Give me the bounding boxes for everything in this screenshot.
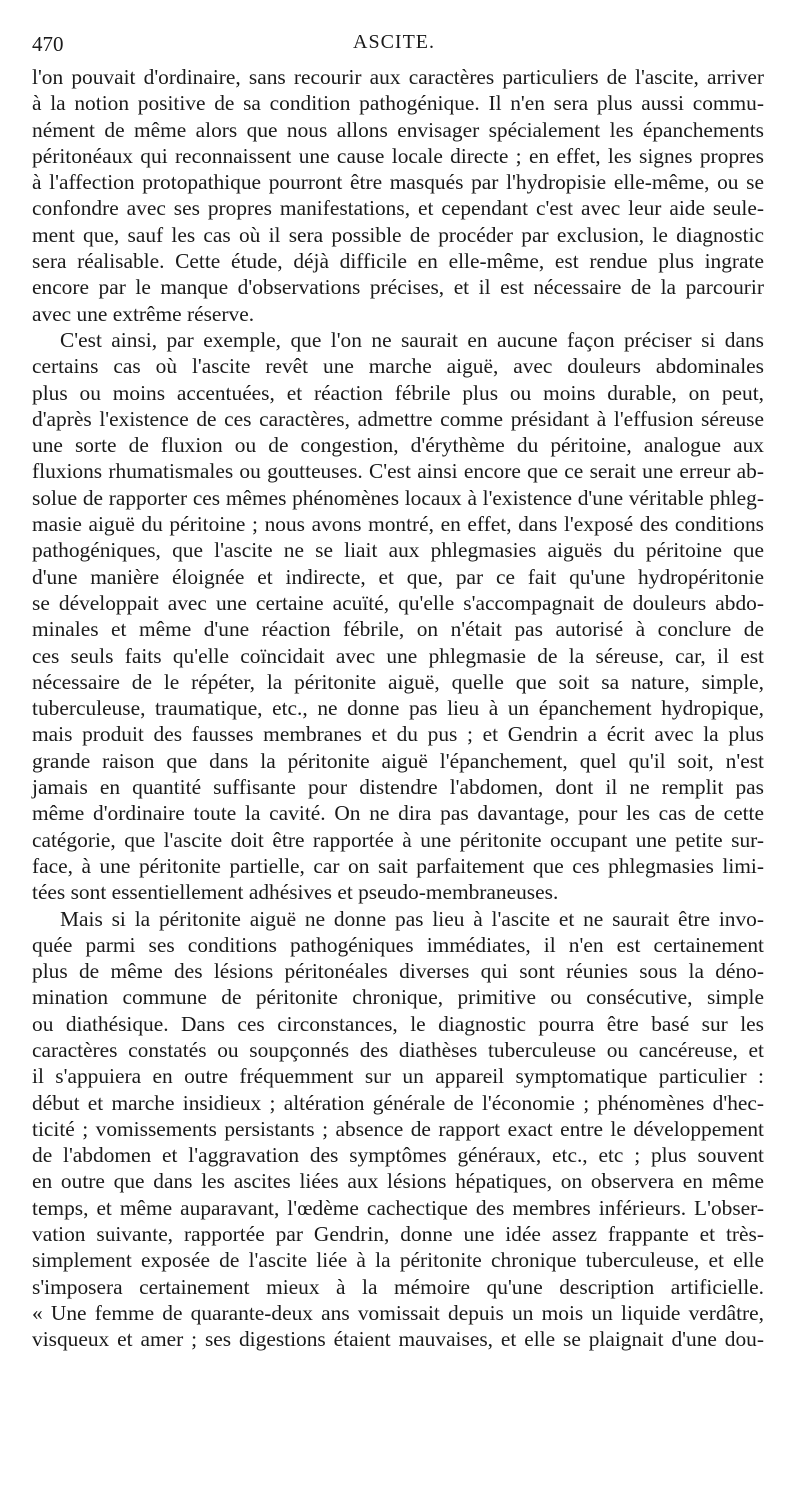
text-line: péritonéaux qui reconnaissent une cause locale directe ; en effet, les signes propres (32, 143, 764, 168)
text-line: en outre que dans les ascites liées aux lésions hépatiques, on observera en même (32, 1169, 764, 1194)
text-line: même d'ordinaire toute la cavité. On ne dira pas davantage, pour les cas de cette (32, 801, 764, 826)
text-line: caractères constatés ou soupçonnés des diathèses tuberculeuse ou cancéreuse, et (32, 1037, 764, 1062)
text-line: à la notion positive de sa condition pathogénique. Il n'en sera plus aussi commu- (32, 91, 764, 116)
text-line: ces seuls faits qu'elle coïncidait avec une phlegmasie de la séreuse, car, il est (32, 643, 764, 668)
paragraph-first-line: C'est ainsi, par exemple, que l'on ne saurait en aucune façon préciser si dans (60, 327, 764, 352)
text-line: certains cas où l'ascite revêt une marche aiguë, avec douleurs abdominales (32, 354, 764, 379)
text-line: à l'affection protopathique pourront être masqués par l'hydropisie elle-même, ou se (32, 170, 764, 195)
text-line: simplement exposée de l'ascite liée à la péritonite chronique tuberculeuse, et elle (32, 1248, 764, 1273)
text-line: jamais en quantité suffisante pour distendre l'abdomen, dont il ne remplit pas (32, 775, 764, 800)
paragraph-first-line: Mais si la péritonite aiguë ne donne pas lieu à l'ascite et ne saurait être invo- (60, 906, 764, 931)
body-text (32, 64, 764, 1353)
text-line: solue de rapporter ces mêmes phénomènes locaux à l'existence d'une véritable phleg- (32, 485, 764, 510)
text-line: nécessaire de le répéter, la péritonite aiguë, quelle que soit sa nature, simple, (32, 669, 764, 694)
running-head: ASCITE. (353, 31, 435, 53)
text-line: masie aiguë du péritoine ; nous avons montré, en effet, dans l'exposé des conditions (32, 512, 764, 537)
text-line: se développait avec une certaine acuïté, qu'elle s'accompagnait de douleurs abdo- (32, 590, 764, 615)
page-number: 470 (32, 32, 64, 56)
text-line: « Une femme de quarante-deux ans vomissait depuis un mois un liquide verdâtre, (32, 1300, 764, 1325)
text-line: grande raison que dans la péritonite aiguë l'épanchement, quel qu'il soit, n'est (32, 748, 764, 773)
text-line: quée parmi ses conditions pathogéniques immédiates, il n'en est certainement (32, 932, 764, 957)
text-line: de l'abdomen et l'aggravation des symptômes généraux, etc., etc ; plus souvent (32, 1143, 764, 1168)
text-line: mais produit des fausses membranes et du pus ; et Gendrin a écrit avec la plus (32, 722, 764, 747)
text-line: début et marche insidieux ; altération générale de l'économie ; phénomènes d'hec- (32, 1090, 764, 1115)
text-line: catégorie, que l'ascite doit être rapportée à une péritonite occupant une petite sur- (32, 827, 764, 852)
text-line: ticité ; vomissements persistants ; absence de rapport exact entre le développement (32, 1116, 764, 1141)
text-line: ou diathésique. Dans ces circonstances, le diagnostic pourra être basé sur les (32, 1011, 764, 1036)
text-line: s'imposera certainement mieux à la mémoire qu'une description artificielle. (32, 1274, 764, 1299)
text-line: il s'appuiera en outre fréquemment sur un appareil symptomatique particulier : (32, 1064, 764, 1089)
text-line: nément de même alors que nous allons envisager spécialement les épanchements (32, 117, 764, 142)
text-line: ment que, sauf les cas où il sera possible de procéder par exclusion, le diagnostic (32, 222, 764, 247)
text-line: minales et même d'une réaction fébrile, on n'était pas autorisé à conclure de (32, 617, 764, 642)
paragraph-end-line: avec une extrême réserve. (32, 301, 255, 326)
text-line: l'on pouvait d'ordinaire, sans recourir aux caractères particuliers de l'ascite, arriver (32, 65, 764, 89)
text-line: face, à une péritonite partielle, car on sait parfaitement que ces phlegmasies limi- (32, 853, 764, 878)
text-line: d'après l'existence de ces caractères, admettre comme présidant à l'effusion séreuse (32, 406, 764, 431)
text-line: pathogéniques, que l'ascite ne se liait aux phlegmasies aiguës du péritoine que (32, 538, 764, 563)
text-line: plus ou moins accentuées, et réaction fébrile plus ou moins durable, on peut, (32, 380, 764, 405)
text-line: d'une manière éloignée et indirecte, et que, par ce fait qu'une hydropéritonie (32, 564, 764, 589)
text-line: confondre avec ses propres manifestations, et cependant c'est avec leur aide seule- (32, 196, 764, 221)
text-line: encore par le manque d'observations précises, et il est nécessaire de la parcourir (32, 275, 764, 300)
text-line: mination commune de péritonite chronique, primitive ou consécutive, simple (32, 985, 764, 1010)
text-line: plus de même des lésions péritonéales diverses qui sont réunies sous la déno- (32, 959, 764, 984)
text-line: vation suivante, rapportée par Gendrin, donne une idée assez frappante et très- (32, 1222, 764, 1247)
text-line: une sorte de fluxion ou de congestion, d'érythème du péritoine, analogue aux (32, 433, 764, 458)
text-line: visqueux et amer ; ses digestions étaient mauvaises, et elle se plaignait d'une dou- (32, 1327, 764, 1352)
text-line: tuberculeuse, traumatique, etc., ne donne pas lieu à un épanchement hydropique, (32, 696, 764, 721)
text-line: temps, et même auparavant, l'œdème cachectique des membres inférieurs. L'obser- (32, 1195, 764, 1220)
paragraph-end-line: tées sont essentiellement adhésives et pseudo-membraneuses. (32, 880, 559, 905)
text-line: sera réalisable. Cette étude, déjà difficile en elle-même, est rendue plus ingrate (32, 249, 764, 274)
text-line: fluxions rhumatismales ou goutteuses. C'est ainsi encore que ce serait une erreur ab- (32, 459, 764, 484)
